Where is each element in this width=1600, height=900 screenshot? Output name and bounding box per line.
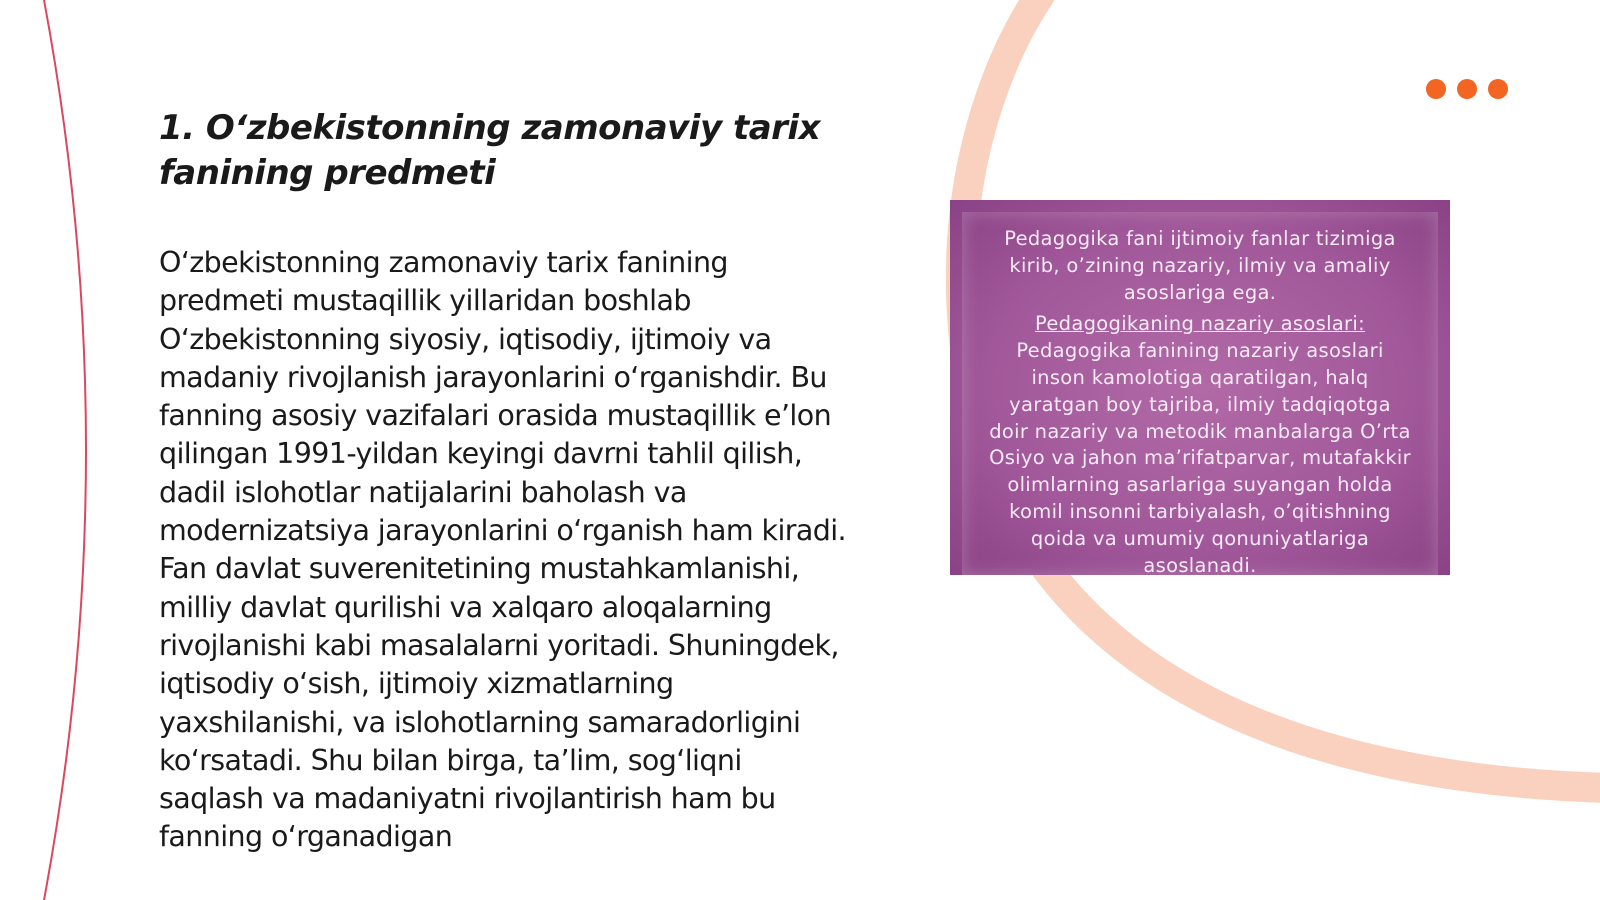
dot-icon <box>1488 79 1508 99</box>
card-subheading: Pedagogikaning nazariy asoslari: <box>1035 312 1365 336</box>
dot-icon <box>1426 79 1446 99</box>
slide-title: 1. O‘zbekistonning zamonaviy tarix fanining predmeti <box>159 108 821 193</box>
card-paragraph-details: Pedagogika fanining nazariy asoslari inson kamolotiga qaratilgan, halq yaratgan boy tajriba, ilmiy tadqiqotga doir nazariy va metodik manbalarga O’rta Osiyo va jahon ma’rifatparvar, mutafakkir olimlarning asarlariga suyangan holda komil insonni tarbiyalash, o’qitishning qoida va umumiy qonuniyatlariga asoslanadi. <box>989 339 1411 575</box>
card-paragraph-intro: Pedagogika fani ijtimoiy fanlar tizimiga kirib, o’zining nazariy, ilmiy va amaliy asoslariga ega. <box>1004 227 1396 304</box>
dot-icon <box>1457 79 1477 99</box>
card-text <box>988 226 1412 575</box>
menu-dots <box>1426 79 1508 99</box>
left-accent-curve <box>44 0 86 900</box>
info-card <box>950 200 1450 575</box>
slide-body-text: O‘zbekistonning zamonaviy tarix fanining predmeti mustaqillik yillaridan boshlab O‘zbekistonning siyosiy, iqtisodiy, ijtimoiy va madaniy rivojlanish jarayonlarini o‘rganishdir. Bu fanning asosiy vazifalari orasida mustaqillik e’lon qilingan 1991-yildan keyingi davrni tahlil qilish, dadil islohotlar natijalarini baholash va modernizatsiya jarayonlarini o‘rganish ham kiradi. Fan davlat suverenitetining mustahkamlanishi, milliy davlat qurilishi va xalqaro aloqalarning rivojlanishi kabi masalalarni yoritadi. Shuningdek, iqtisodiy o‘sish, ijtimoiy xizmatlarning yaxshilanishi, va islohotlarning samaradorligini ko‘rsatadi. Shu bilan birga, ta’lim, sog‘liqni saqlash va madaniyatni rivojlantirish ham bu fanning o‘rganadigan <box>159 246 847 854</box>
